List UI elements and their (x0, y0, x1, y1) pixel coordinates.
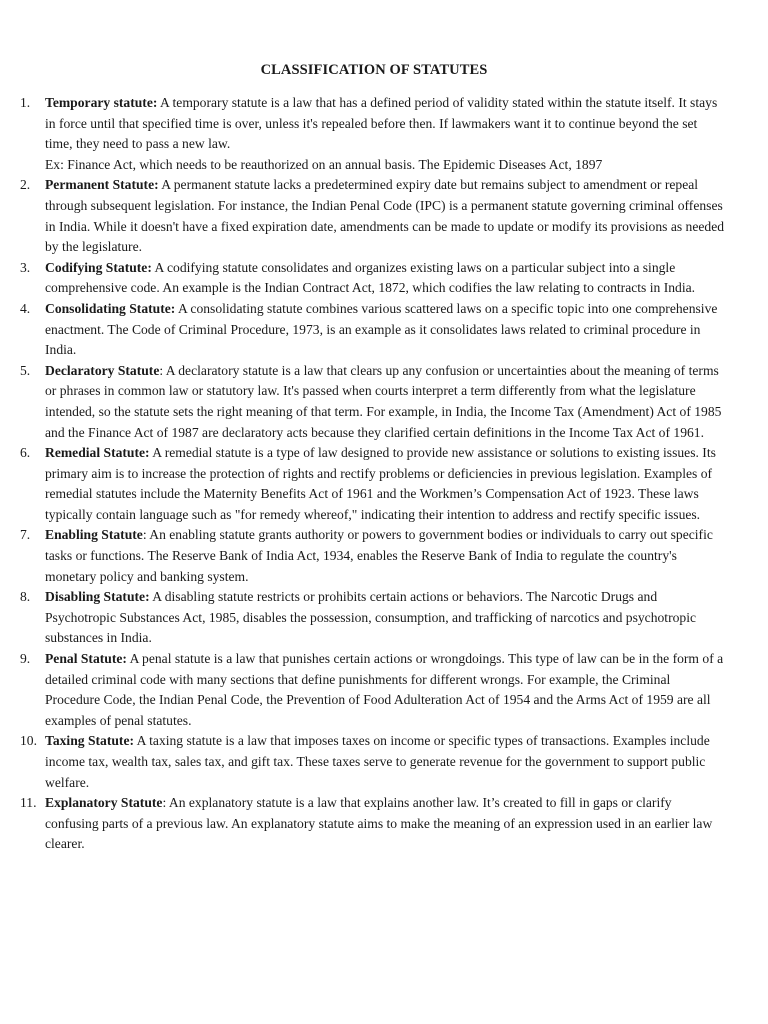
document-title: CLASSIFICATION OF STATUTES (260, 62, 488, 78)
list-item-number: 11. (20, 795, 37, 811)
list-item-term: Remedial Statute: (45, 445, 150, 461)
list-item-number: 9. (20, 651, 31, 667)
list-item-text: A penal statute is a law that punishes certain actions or wrongdoings. This type of law can be in the form of a detailed criminal code with many sections that define punishments for different wrongs. For example, the Criminal Procedure Code, the Indian Penal Code, the Prevention of Food Adulteration Act of 1954 and the Arms Act of 1959 are all examples of penal statutes. (45, 651, 724, 728)
list-item-number: 4. (20, 300, 31, 316)
list-item-text: : An explanatory statute is a law that explains another law. It’s created to fill in gaps or clarify confusing parts of a previous law. An explanatory statute aims to make the meaning of an expression used in an earlier law clearer. (45, 795, 713, 852)
list-item-text: A taxing statute is a law that imposes taxes on income or specific types of transactions. Examples include income tax, wealth tax, sales tax, and gift tax. These taxes serve to generate revenue for the government to support public welfare. (45, 733, 710, 790)
list-item-taxing-statute (20, 731, 728, 793)
list-item-number: 7. (20, 527, 31, 543)
list-item-remedial-statute (20, 443, 728, 525)
list-item-term: Penal Statute: (45, 651, 127, 667)
list-item-enabling-statute (20, 525, 728, 587)
statute-list (20, 93, 728, 855)
list-item-text: A codifying statute consolidates and organizes existing laws on a particular subject into a single comprehensive code. An example is the Indian Contract Act, 1872, which codifies the law relating to contracts in India. (45, 259, 696, 296)
list-item-declaratory-statute (20, 361, 728, 443)
list-item-permanent-statute (20, 175, 728, 257)
list-item-number: 3. (20, 259, 31, 275)
list-item-term: Declaratory Statute (45, 362, 160, 378)
list-item-number: 2. (20, 177, 31, 193)
list-item-explanatory-statute (20, 793, 728, 855)
list-item-number: 1. (20, 95, 31, 110)
list-item-consolidating-statute (20, 299, 728, 361)
list-item-term: Explanatory Statute (45, 795, 163, 811)
list-item-example: Ex: Finance Act, which needs to be reauthorized on an annual basis. The Epidemic Diseases Act, 1897 (45, 156, 603, 172)
list-item-text: A permanent statute lacks a predetermined expiry date but remains subject to amendment or repeal through subsequent legislation. For instance, the Indian Penal Code (IPC) is a permanent statute governing criminal offenses in India. While it doesn't have a fixed expiration date, amendments can be made to update or modify its provisions as needed by the legislature. (45, 177, 725, 255)
list-item-term: Enabling Statute (45, 527, 143, 543)
list-item-number: 5. (20, 362, 31, 378)
list-item-codifying-statute (20, 258, 728, 299)
list-item-penal-statute (20, 649, 728, 731)
list-item-disabling-statute (20, 587, 728, 649)
list-item-term: Codifying Statute: (45, 259, 152, 275)
list-item-number: 10. (20, 733, 37, 749)
list-item-text: A temporary statute is a law that has a defined period of validity stated within the statute itself. It stays in force until that specified time is over, unless it's repealed before then. If lawmakers want it to continue beyond the set time, they need to pass a new law. (45, 95, 718, 152)
list-item-text: A disabling statute restricts or prohibits certain actions or behaviors. The Narcotic Drugs and Psychotropic Substances Act, 1985, disables the possession, consumption, and trafficking of narcotics and psychotropic substances in India. (45, 589, 697, 646)
list-item-term: Taxing Statute: (45, 733, 135, 749)
list-item-term: Temporary statute: (45, 95, 158, 110)
list-item-text: : An enabling statute grants authority or powers to government bodies or individuals to carry out specific tasks or functions. The Reserve Bank of India Act, 1934, enables the Reserve Bank of India to regulate the country's monetary policy and banking system. (45, 527, 713, 584)
list-item-number: 8. (20, 589, 31, 605)
list-item-text: A consolidating statute combines various scattered laws on a specific topic into one comprehensive enactment. The Code of Criminal Procedure, 1973, is an example as it consolidates laws related to criminal procedure in India. (45, 300, 718, 358)
list-item-number: 6. (20, 445, 31, 461)
list-item-term: Permanent Statute: (45, 177, 159, 193)
list-item-temporary-statute (20, 93, 728, 175)
list-item-term: Consolidating Statute: (45, 300, 176, 316)
list-item-text: : A declaratory statute is a law that clears up any confusion or uncertainties about the meaning of terms or phrases in common law or statutory law. It's passed when courts interpret a term differently from what the legislature intended, so the statute sets the right meaning of that term. For example, in India, the Income Tax (Amendment) Act of 1985 and the Finance Act of 1987 are declaratory acts because they clarified certain definitions in the Income Tax Act of 1961. (45, 362, 722, 440)
list-item-term: Disabling Statute: (45, 589, 150, 605)
list-item-text: A remedial statute is a type of law designed to provide new assistance or solutions to existing issues. Its primary aim is to increase the protection of rights and rectify problems or deficiencies in previous legislation. Examples of remedial statutes include the Maternity Benefits Act of 1961 and the Workmen’s Compensation Act of 1923. These laws typically contain language such as "for remedy whereof," indicating their intention to address and rectify specific issues. (45, 445, 716, 522)
